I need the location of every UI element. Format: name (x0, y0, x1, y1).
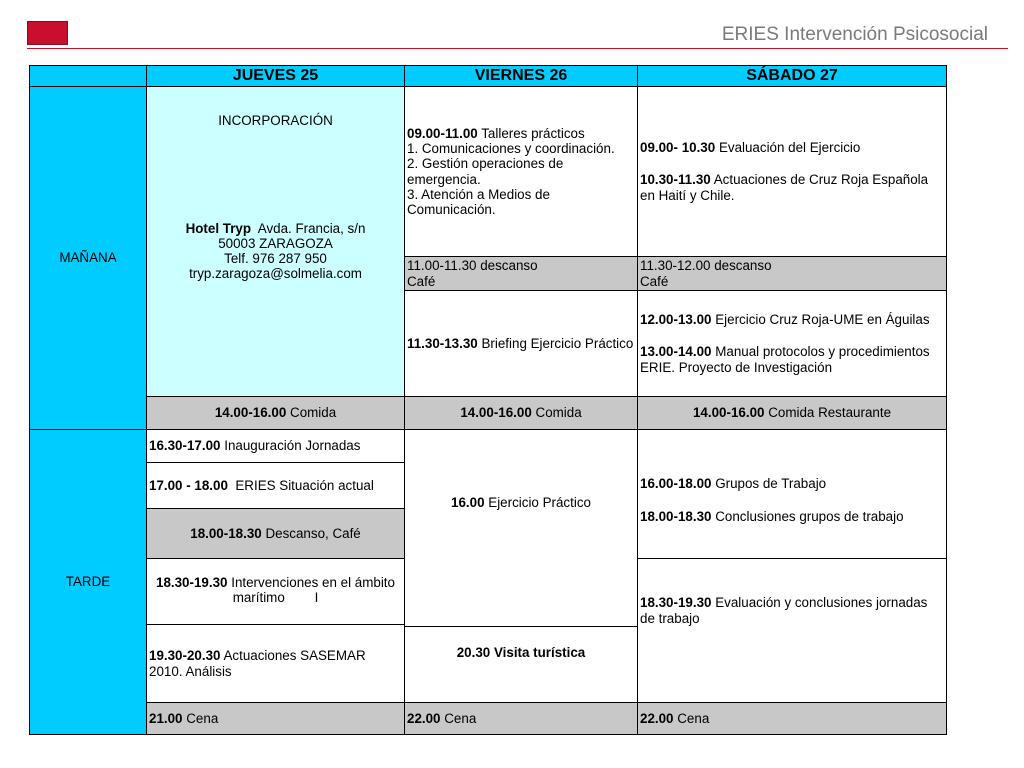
hotel-address: Avda. Francia, s/n (257, 220, 366, 236)
hotel-email: tryp.zaragoza@solmelia.com (189, 266, 362, 282)
thursday-break-cell (147, 509, 405, 559)
saturday-evaluation-time: 09.00- 10.30 (640, 140, 716, 156)
saturday-manual-label: Manual protocolos y procedimientos ERIE. Proyecto de Investigación (640, 344, 930, 375)
friday-exercise-time: 16.00 (451, 495, 485, 511)
thursday-maritime-time: 18.30-19.30 (156, 574, 228, 590)
day-header-thursday: JUEVES 25 (147, 66, 405, 87)
saturday-midday-cell (638, 291, 947, 397)
saturday-evaluation-label: Evaluación del Ejercicio (718, 140, 861, 156)
saturday-break-text: 11.30-12.00 descanso (640, 258, 772, 274)
thursday-lunch-time: 14.00-16.00 (214, 405, 287, 421)
saturday-final-eval-time: 18.30-19.30 (640, 595, 712, 611)
saturday-ume-label: Ejercicio Cruz Roja-UME en Águilas (715, 312, 930, 328)
friday-dinner-cell (405, 703, 638, 735)
friday-dinner-time: 22.00 (407, 710, 441, 726)
friday-exercise-label: Ejercicio Práctico (488, 495, 591, 511)
period-afternoon: TARDE (30, 430, 147, 735)
friday-break-cell (405, 257, 638, 291)
friday-briefing-time: 11.30-13.30 (407, 335, 478, 351)
friday-briefing-cell (405, 291, 638, 397)
day-header-friday: VIERNES 26 (405, 66, 638, 87)
thursday-opening-time: 16.30-17.00 (149, 438, 221, 454)
thursday-lunch-cell (147, 397, 405, 430)
saturday-conclusions-time: 18.00-18.30 (640, 508, 712, 524)
saturday-lunch-cell (638, 397, 947, 430)
thursday-maritime-label: Intervenciones en el ámbito marítimo (231, 574, 395, 605)
saturday-morning-cell (638, 87, 947, 257)
thursday-eries-label: ERIES Situación actual (235, 477, 374, 493)
saturday-final-eval-label: Evaluación y conclusiones jornadas de trabajo (640, 595, 928, 626)
thursday-eries-cell (147, 463, 405, 509)
saturday-afternoon-cell (638, 430, 947, 559)
brand-logo-box (27, 21, 68, 45)
day-header-saturday: SÁBADO 27 (638, 66, 947, 87)
friday-lunch-cell (405, 397, 638, 430)
saturday-dinner-label: Cena (677, 710, 710, 726)
saturday-ume-time: 12.00-13.00 (640, 312, 712, 328)
friday-exercise-cell (405, 430, 638, 627)
thursday-sasemar-label: Actuaciones SASEMAR 2010. Análisis (149, 648, 366, 679)
friday-break-cafe: Café (407, 273, 436, 289)
saturday-conclusions-label: Conclusiones grupos de trabajo (715, 508, 904, 524)
thursday-lunch-label: Comida (290, 405, 337, 421)
workshop-item: 3. Atención a Medios de Comunicación. (407, 186, 550, 217)
saturday-redcross-label: Actuaciones de Cruz Roja Española en Haití y Chile. (640, 172, 929, 203)
friday-break-text: 11.00-11.30 descanso (407, 258, 538, 274)
thursday-dinner-cell (147, 703, 405, 735)
thursday-break-time: 18.00-18.30 (190, 525, 262, 541)
header-corner (30, 66, 147, 87)
saturday-dinner-cell (638, 703, 947, 735)
saturday-final-eval-cell (638, 559, 947, 703)
table-row (30, 87, 947, 257)
table-row (30, 703, 947, 735)
friday-lunch-time: 14.00-16.00 (460, 405, 532, 421)
saturday-lunch-time: 14.00-16.00 (692, 405, 765, 421)
friday-visit-cell (405, 627, 638, 703)
workshop-item: 1. Comunicaciones y coordinación. (407, 141, 615, 157)
thursday-opening-cell (147, 430, 405, 463)
friday-visit-label: 20.30 Visita turística (456, 644, 586, 660)
saturday-groups-time: 16.00-18.00 (640, 476, 712, 492)
friday-workshops-label: Talleres prácticos (481, 125, 585, 141)
hotel-name: Hotel Tryp (185, 220, 252, 236)
header-divider (27, 48, 1008, 49)
thursday-maritime-suffix: I (314, 590, 319, 605)
table-row (30, 397, 947, 430)
hotel-city: 50003 ZARAGOZA (218, 235, 333, 251)
incorporation-label: INCORPORACIÓN (218, 113, 333, 129)
table-row (30, 430, 947, 463)
thursday-sasemar-time: 19.30-20.30 (149, 648, 221, 664)
thursday-dinner-time: 21.00 (149, 710, 183, 726)
period-morning: MAÑANA (30, 87, 147, 430)
friday-workshops-cell (405, 87, 638, 257)
friday-briefing-label: Briefing Ejercicio Práctico (481, 335, 634, 351)
friday-workshops-time: 09.00-11.00 (407, 125, 478, 141)
saturday-groups-label: Grupos de Trabajo (715, 476, 827, 492)
hotel-line (149, 221, 402, 236)
saturday-manual-time: 13.00-14.00 (640, 344, 712, 360)
friday-lunch-label: Comida (535, 405, 582, 421)
table-header-row (30, 66, 947, 87)
thursday-eries-time: 17.00 - 18.00 (149, 477, 228, 493)
saturday-redcross-time: 10.30-11.30 (640, 172, 711, 188)
thursday-break-label: Descanso, Café (265, 525, 361, 541)
saturday-break-cafe: Café (640, 273, 669, 289)
thursday-maritime-cell (147, 559, 405, 625)
thursday-dinner-label: Cena (186, 710, 219, 726)
friday-dinner-label: Cena (444, 710, 477, 726)
schedule-table (29, 65, 947, 735)
saturday-lunch-label: Comida Restaurante (768, 405, 892, 421)
hotel-phone: Telf. 976 287 950 (224, 251, 327, 267)
thursday-opening-label: Inauguración Jornadas (224, 438, 361, 454)
page-title: ERIES Intervención Psicosocial (721, 24, 988, 45)
thursday-incorporation-cell (147, 87, 405, 397)
saturday-break-cell (638, 257, 947, 291)
workshop-item: 2. Gestión operaciones de emergencia. (407, 156, 564, 187)
saturday-dinner-time: 22.00 (640, 710, 674, 726)
thursday-sasemar-cell (147, 625, 405, 703)
